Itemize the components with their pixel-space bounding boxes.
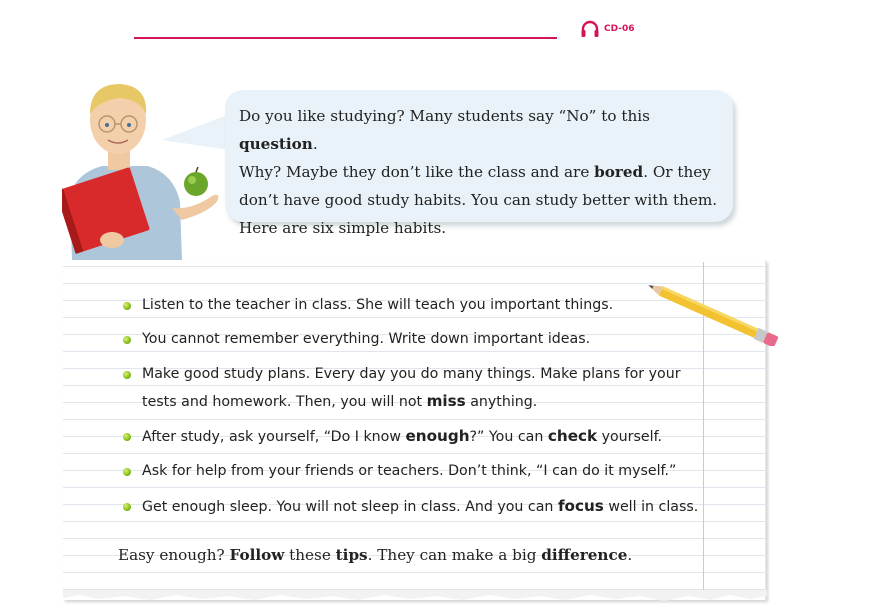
bullet-icon [123, 503, 131, 511]
bullet-icon [123, 433, 131, 441]
student-illustration [62, 78, 232, 260]
headphones-icon [580, 19, 600, 39]
title-underline [134, 37, 557, 39]
list-item: You cannot remember everything. Write down important ideas. [118, 326, 590, 353]
pencil-illustration [640, 284, 790, 346]
closing-sentence: Easy enough? Follow these tips. They can make a big difference. [118, 546, 633, 564]
vocab-enough: enough [405, 427, 470, 445]
vocab-focus: focus [557, 497, 604, 515]
intro-line-2: Why? Maybe they don’t like the class and are bored. Or they [239, 163, 711, 181]
list-item: Listen to the teacher in class. She will teach you important things. [118, 292, 613, 319]
speech-bubble [225, 90, 733, 237]
list-item: Get enough sleep. You will not sleep in class. And you can focus well in class. [118, 493, 698, 521]
vocab-bored: bored [594, 163, 644, 181]
vocab-difference: difference [541, 546, 628, 564]
list-item: After study, ask yourself, “Do I know enough?” You can check yourself. [118, 423, 662, 451]
bullet-icon [123, 336, 131, 344]
intro-line-1: Do you like studying? Many students say “No” to this question. [239, 107, 650, 153]
bullet-icon [123, 371, 131, 379]
vocab-check: check [547, 427, 598, 445]
intro-paragraph [239, 102, 729, 242]
vocab-miss: miss [426, 392, 466, 410]
list-item: Make good study plans. Every day you do many things. Make plans for your tests and homework. Then, you will not miss anything. [118, 361, 681, 416]
vocab-follow: Follow [229, 546, 285, 564]
speech-bubble-tail [160, 112, 230, 152]
cd-track-label [580, 18, 635, 40]
intro-line-4: Here are six simple habits. [239, 219, 447, 237]
bullet-icon [123, 468, 131, 476]
cd-track-number: CD-06 [604, 24, 635, 34]
vocab-question: question [239, 135, 313, 153]
paper-torn-edge [60, 590, 770, 606]
vocab-tips: tips [335, 546, 368, 564]
bullet-icon [123, 302, 131, 310]
intro-line-3: don’t have good study habits. You can study better with them. [239, 191, 718, 209]
list-item: Ask for help from your friends or teachers. Don’t think, “I can do it myself.” [118, 458, 676, 485]
